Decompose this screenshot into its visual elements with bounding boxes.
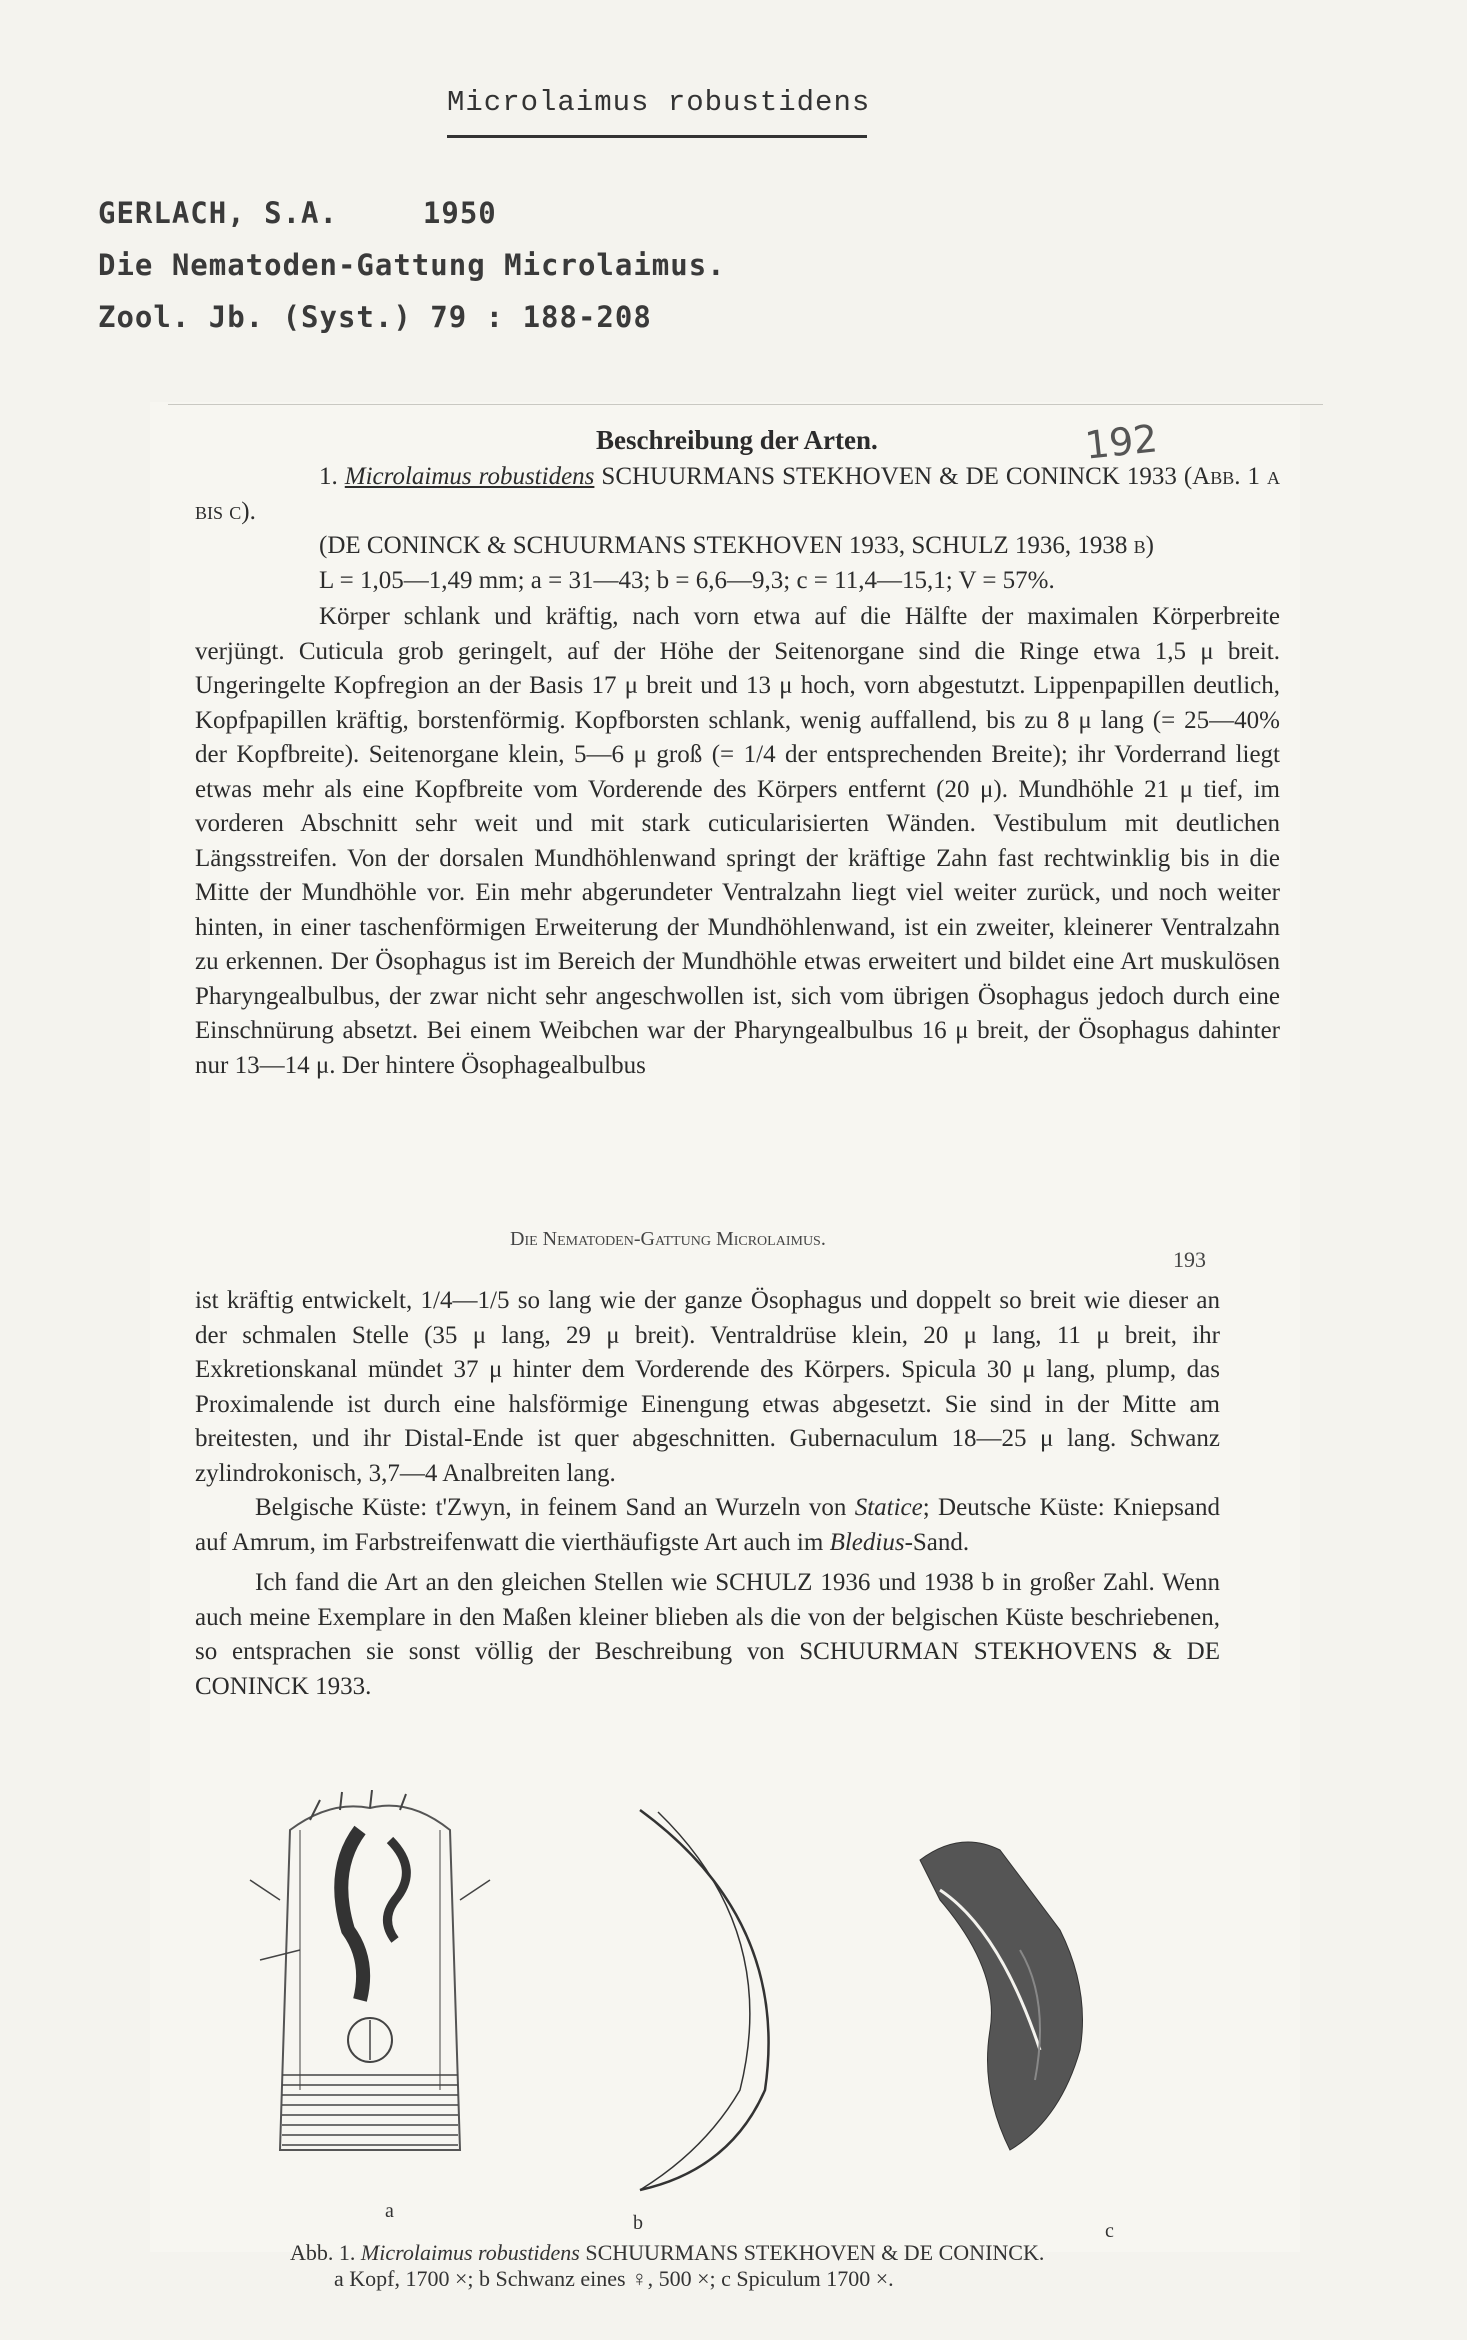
card-title-underline (447, 135, 867, 138)
para2-bledius: Bledius (829, 1528, 905, 1556)
description-paragraph (195, 600, 1280, 1083)
caption-species: Microlaimus robustidens (360, 2240, 580, 2265)
figure-b-tail-drawing (640, 1810, 769, 2190)
citation-author: GERLACH, S.A. (98, 196, 338, 230)
figure-label-c: c (1105, 2220, 1114, 2242)
figure-drawings (220, 1790, 1220, 2230)
figure-label-b: b (633, 2212, 643, 2234)
figure-caption (290, 2240, 1190, 2292)
page2-paragraph-3: Ich fand die Art an den gleichen Stellen wie SCHULZ 1936 und 1938 b in großer Zahl. Wenn auch meine Exemplare in den Maßen kleiner blieben als die von der belgischen Küste beschriebenen, so entsprachen sie sonst völlig der Beschreibung von SCHUURMAN STEKHOVENS & DE CONINCK 1933. (195, 1569, 1220, 1700)
species-authority: SCHUURMANS STEKHOVEN & DE CONINCK 1933 (Abb. 1 a bis c). (195, 463, 1281, 525)
figure-c-spiculum-drawing (920, 1842, 1083, 2150)
citation-paper-title: Die Nematoden-Gattung Microlaimus. (98, 248, 726, 282)
handwritten-page-number: 192 (1082, 416, 1160, 468)
caption-line-1 (290, 2240, 1190, 2266)
page2-text (195, 1284, 1220, 1704)
entry-number: 1. (319, 463, 338, 490)
para2-text-b: ; Deutsche Küste: Kniepsand auf Amrum, im Farbstreifenwatt die vierthäufigste Art auch im (195, 1494, 1220, 1556)
citation-year: 1950 (422, 196, 497, 230)
caption-authority: SCHUURMANS STEKHOVEN & DE CONINCK. (579, 2240, 1045, 2265)
caption-prefix: Abb. 1. (290, 2240, 361, 2265)
citation-journal: Zool. Jb. (Syst.) 79 : 188-208 (98, 300, 652, 334)
para2-text-a: Belgische Küste: t'Zwyn, in feinem Sand an Wurzeln von (255, 1494, 855, 1521)
page2-paragraph-2 (195, 1491, 1220, 1560)
species-name: Microlaimus robustidens (344, 463, 595, 490)
measurements-line: L = 1,05—1,49 mm; a = 31—43; b = 6,6—9,3; c = 11,4—15,1; V = 57%. (319, 566, 1055, 594)
species-entry-header (195, 460, 1280, 598)
section-heading: Beschreibung der Arten. (596, 425, 878, 455)
figure-label-a: a (385, 2200, 394, 2222)
photocopy-top-edge (168, 404, 1323, 405)
para2-text-c: -Sand. (904, 1528, 970, 1556)
card-title: Microlaimus robustidens (447, 86, 871, 119)
description-text: Körper schlank und kräftig, nach vorn etwa auf die Hälfte der maximalen Körperbreite verjüngt. Cuticula grob geringelt, auf der Höhe der Seitenorgane sind die Ringe etwa 1,5 μ breit. Ungeringelte Kopfregion an der Basis 17 μ breit und 13 μ hoch, vorn abgestutzt. Lippenpapillen deutlich, Kopfpapillen kräftig, borstenförmig. Kopfborsten schlank, wenig auffallend, bis zu 8 μ lang (= 25—40% der Kopfbreite). Seitenorgane klein, 5—6 μ groß (= 1/4 der entsprechenden Breite); ihr Vorderrand liegt etwas mehr als eine Kopfbreite vom Vorderende des Körpers entfernt (20 μ). Mundhöhle 21 μ tief, im vorderen Abschnitt sehr weit und mit stark cuticularisierten Wänden. Vestibulum mit deutlichen Längsstreifen. Von der dorsalen Mundhöhlenwand springt der kräftige Zahn fast rechtwinklig bis in die Mitte der Mundhöhle vor. Ein mehr abgerundeter Ventralzahn liegt viel weiter zurück, und noch weiter hinten, in einer taschenförmigen Erweiterung der Mundhöhlenwand, ist ein zweiter, kleinerer Ventralzahn zu erkennen. Der Ösophagus ist im Bereich der Mundhöhle etwas erweitert und bildet eine Art muskulösen Pharyngealbulbus, der zwar nicht sehr angeschwollen ist, sich vom übrigen Ösophagus jedoch durch eine Einschnürung absetzt. Bei einem Weibchen war der Pharyngealbulbus 16 μ breit, der Ösophagus dahinter nur 13—14 μ. Der hintere Ösophagealbulbus (195, 603, 1280, 1079)
running-head: Die Nematoden-Gattung Microlaimus. (510, 1228, 826, 1250)
para2-statice: Statice (854, 1494, 923, 1521)
synonymy-line: (DE CONINCK & SCHUURMANS STEKHOVEN 1933, SCHULZ 1936, 1938 b) (319, 532, 1154, 559)
caption-line-2: a Kopf, 1700 ×; b Schwanz eines ♀, 500 ×; c Spiculum 1700 ×. (334, 2266, 894, 2291)
page-number: 193 (1173, 1247, 1206, 1272)
citation-author-line (98, 196, 497, 230)
page2-paragraph-1: ist kräftig entwickelt, 1/4—1/5 so lang wie der ganze Ösophagus und doppelt so breit wie dieser an der schmalen Stelle (35 μ lang, 29 μ breit). Ventraldrüse klein, 20 μ lang, 11 μ breit, ihr Exkretionskanal mündet 37 μ hinter dem Vorderende des Körpers. Spicula 30 μ lang, plump, das Proximalende ist durch eine halsförmige Einengung etwas abgesetzt. Sie sind in der Mitte am breitesten, und ihr Distal-Ende ist quer abgeschnitten. Gubernaculum 18—25 μ lang. Schwanz zylindrokonisch, 3,7—4 Analbreiten lang. (195, 1287, 1220, 1487)
figure-a-head-drawing (250, 1790, 490, 2150)
